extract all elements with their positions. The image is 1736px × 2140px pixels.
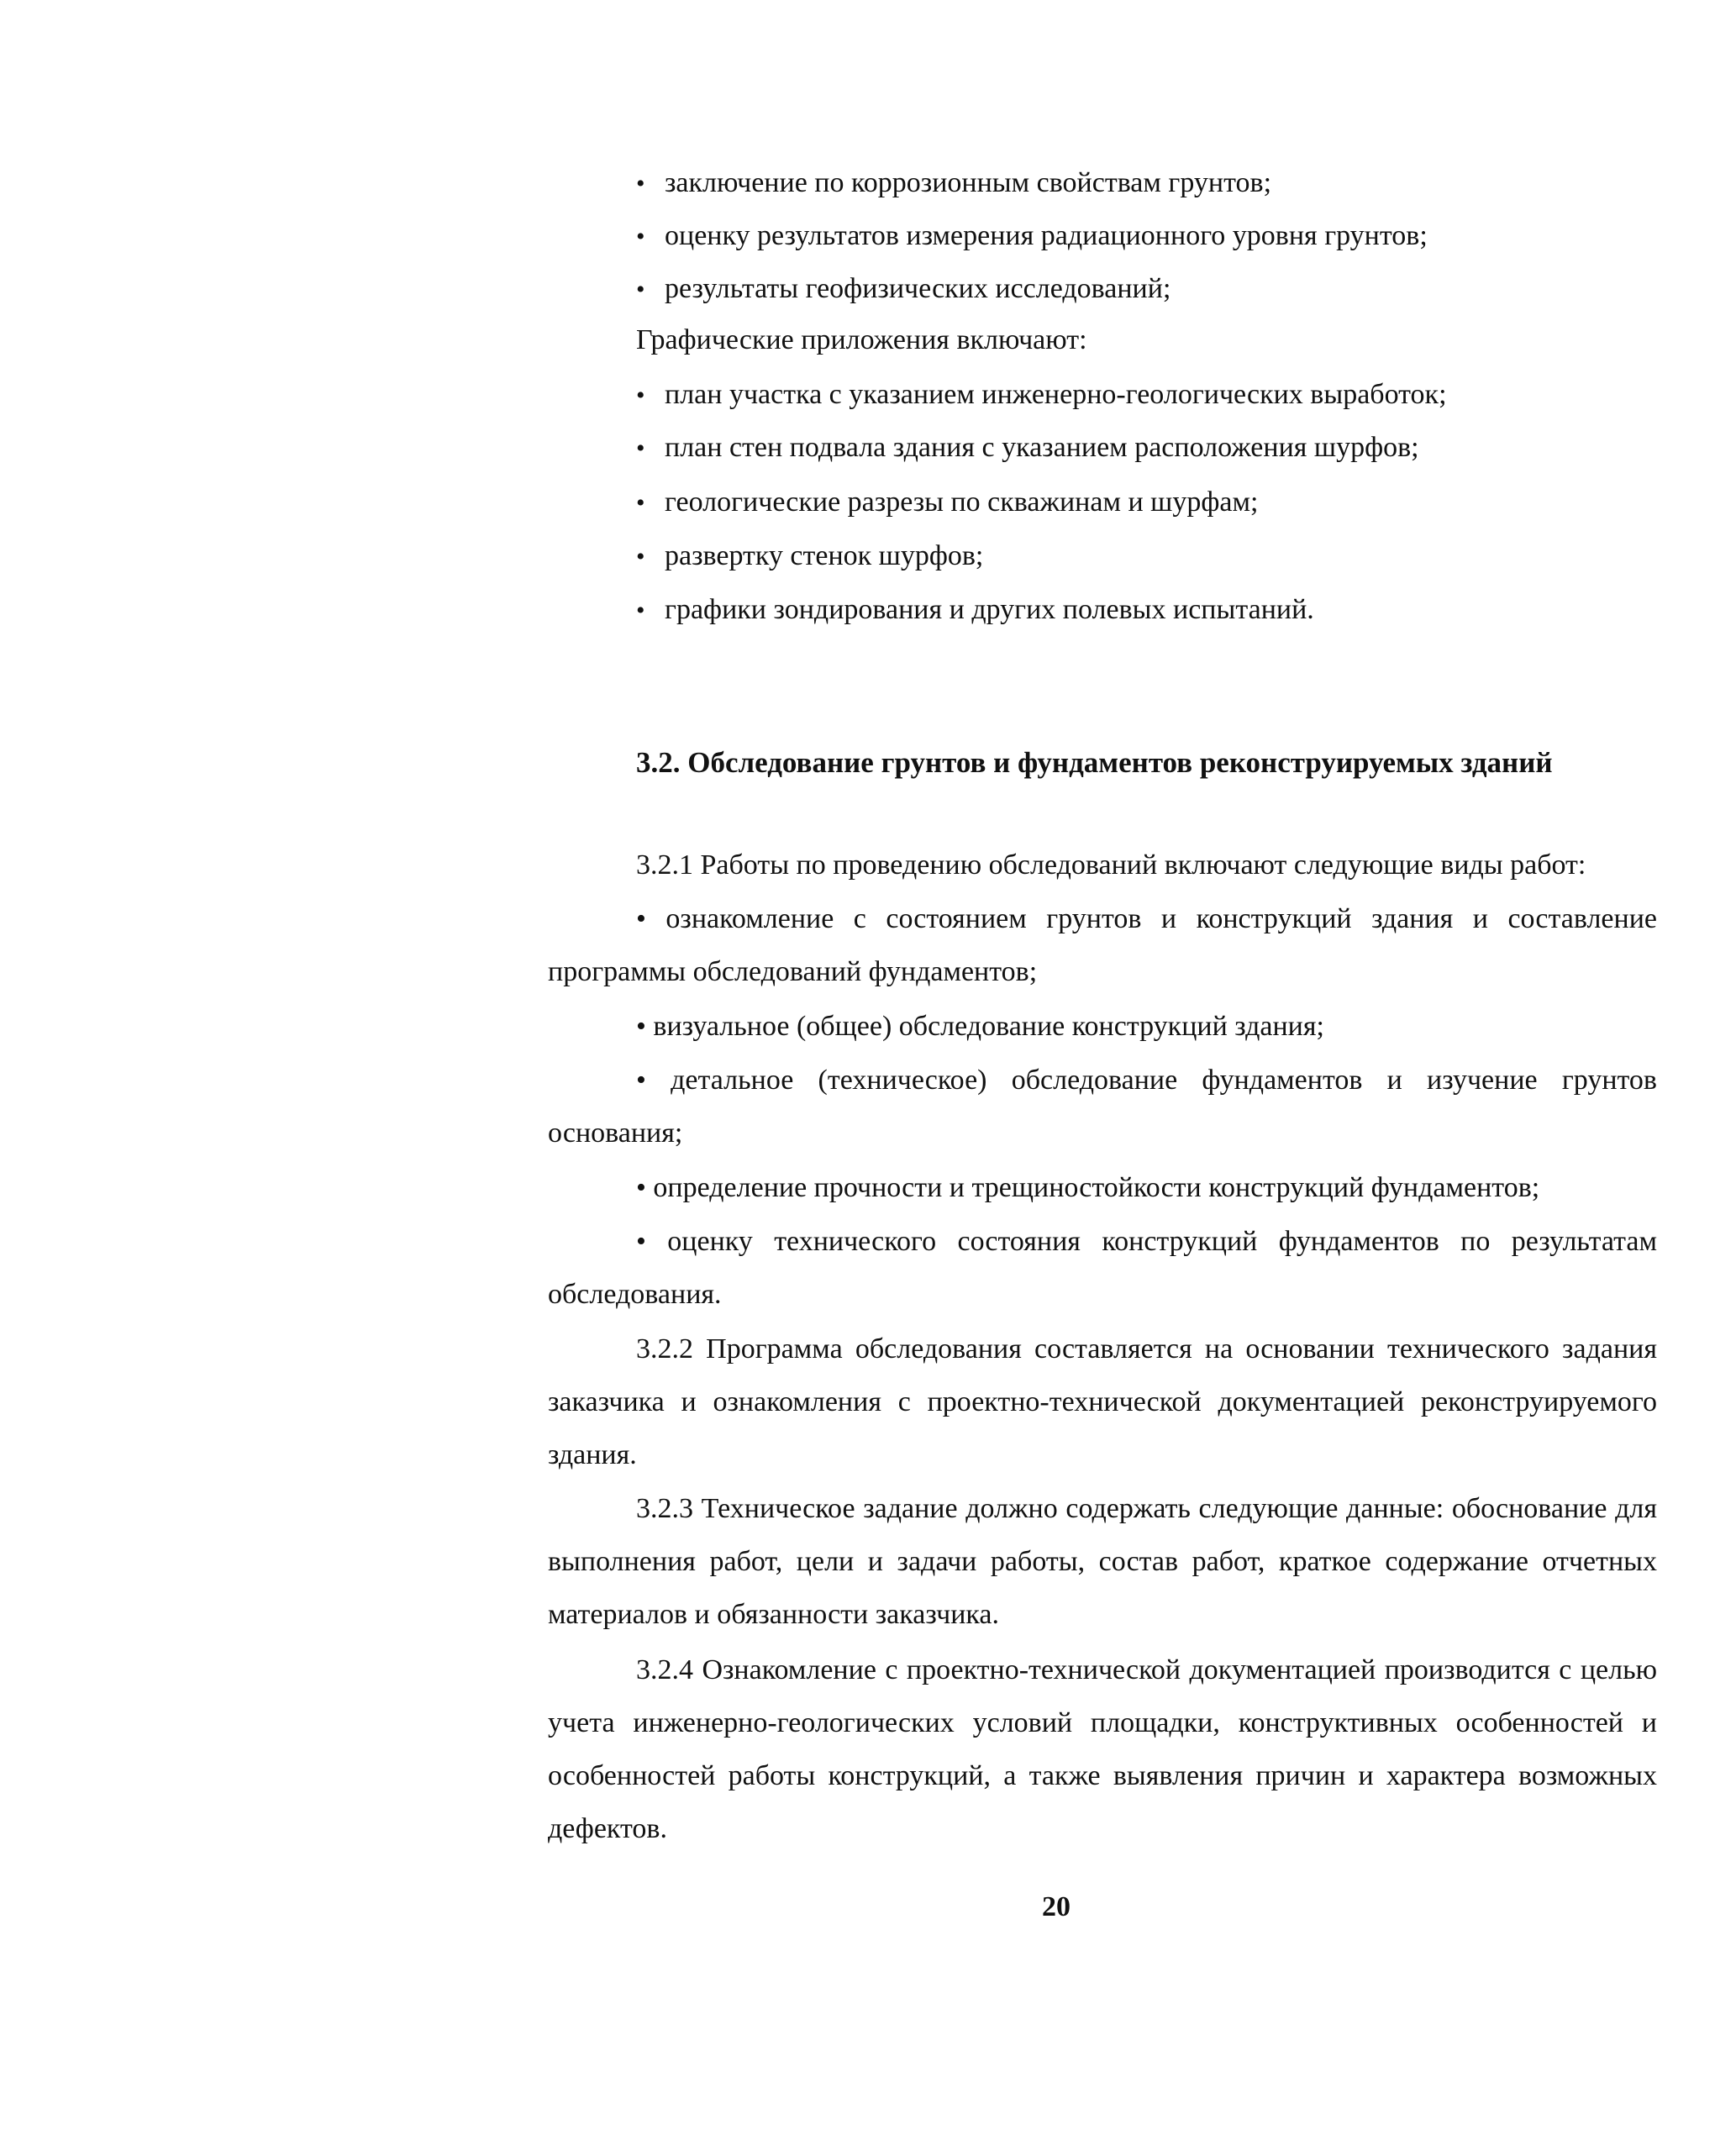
- list-item: • определение прочности и трещиностойкости конструкций фундаментов;: [636, 1172, 1540, 1203]
- list-item: • визуальное (общее) обследование конструкций здания;: [636, 1011, 1324, 1042]
- list-item: • оценку технического состояния конструкций фундаментов по результатам обследования.: [548, 1226, 1657, 1310]
- paragraph-3-2-1: 3.2.1 Работы по проведению обследований включают следующие виды работ:: [636, 849, 1586, 881]
- list-item: • результаты геофизических исследований;: [636, 264, 1170, 314]
- list-item: • развертку стенок шурфов;: [636, 531, 983, 581]
- list-item: • план стен подвала здания с указанием расположения шурфов;: [636, 423, 1419, 473]
- graphics-intro: Графические приложения включают:: [636, 324, 1087, 355]
- list-item: • заключение по коррозионным свойствам грунтов;: [636, 158, 1271, 208]
- list-item: • геологические разрезы по скважинам и шурфам;: [636, 477, 1258, 528]
- paragraph-3-2-3: 3.2.3 Техническое задание должно содержать следующие данные: обоснование для выполнения работ, цели и задачи работы, состав работ, краткое содержание отчетных материалов и обязанности заказчика.: [548, 1493, 1657, 1630]
- list-item: • оценку результатов измерения радиационного уровня грунтов;: [636, 211, 1428, 261]
- list-item: • графики зондирования и других полевых испытаний.: [636, 585, 1314, 635]
- paragraph-3-2-4: 3.2.4 Ознакомление с проектно-технической документацией производится с целью учета инженерно-геологических условий площадки, конструктивных особенностей и особенностей работы конструкций, а также выявления причин и характера возможных дефектов.: [548, 1654, 1657, 1844]
- list-item: • детальное (техническое) обследование фундаментов и изучение грунтов основания;: [548, 1065, 1657, 1149]
- paragraph-3-2-2: 3.2.2 Программа обследования составляется на основании технического задания заказчика и ознакомления с проектно-технической документацией реконструируемого здания.: [548, 1333, 1657, 1470]
- bullet-icon: •: [636, 597, 645, 624]
- bullet-icon: •: [636, 276, 645, 303]
- bullet-icon: •: [636, 434, 645, 462]
- bullet-icon: •: [636, 489, 645, 517]
- list-item: • план участка с указанием инженерно-геологических выработок;: [636, 370, 1447, 420]
- bullet-icon: •: [636, 381, 645, 409]
- section-heading: 3.2. Обследование грунтов и фундаментов реконструируемых зданий: [636, 746, 1553, 779]
- bullet-icon: •: [636, 543, 645, 570]
- list-item: • ознакомление с состоянием грунтов и конструкций здания и составление программы обследований фундаментов;: [548, 903, 1657, 987]
- bullet-icon: •: [636, 170, 645, 197]
- bullet-icon: •: [636, 223, 645, 250]
- page-number: 20: [1042, 1891, 1071, 1922]
